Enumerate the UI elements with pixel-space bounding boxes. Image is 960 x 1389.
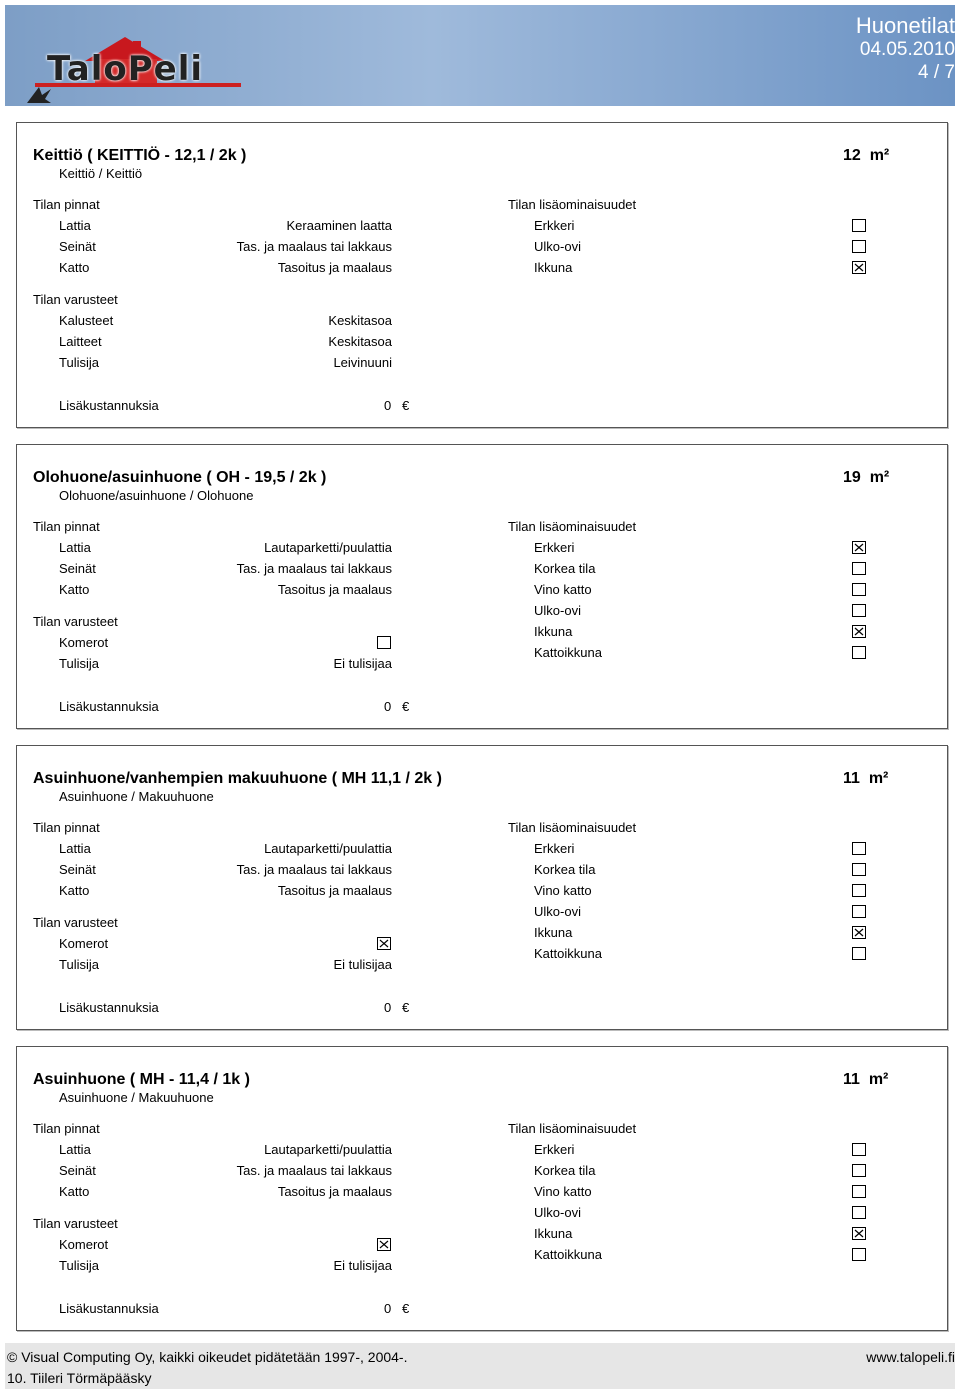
feature-label: Ikkuna xyxy=(534,624,573,639)
walls-label: Seinät xyxy=(59,561,96,576)
page-header xyxy=(5,5,955,106)
feature-label: Kattoikkuna xyxy=(534,946,602,961)
checked-mark-icon xyxy=(853,542,865,553)
feature-label: Ulko-ovi xyxy=(534,1205,581,1220)
fireplace-label: Tulisija xyxy=(59,957,99,972)
extra-costs-value: 0 xyxy=(384,1301,392,1316)
ceiling-label: Katto xyxy=(59,883,90,898)
room-area: 19 m² xyxy=(843,469,890,486)
ceiling-label: Katto xyxy=(59,582,90,597)
room-title: Asuinhuone/vanhempien makuuhuone ( MH 11,1 / 2k ) xyxy=(33,770,442,787)
fireplace-value: Ei tulisijaa xyxy=(333,656,392,671)
room-area: 11 m² xyxy=(843,1071,889,1088)
feature-label: Vino katto xyxy=(534,1184,592,1199)
closets-checkbox[interactable] xyxy=(377,937,391,950)
checked-mark-icon xyxy=(378,1239,390,1250)
fireplace-label: Tulisija xyxy=(59,355,99,370)
feature-checkbox[interactable] xyxy=(852,604,866,617)
fireplace-label: Tulisija xyxy=(59,1258,99,1273)
feature-label: Ikkuna xyxy=(534,1226,573,1241)
header-info xyxy=(856,13,955,85)
feature-label: Ulko-ovi xyxy=(534,603,581,618)
walls-value: Tas. ja maalaus tai lakkaus xyxy=(236,239,392,254)
floor-value: Lautaparketti/puulattia xyxy=(264,841,392,856)
fireplace-value: Ei tulisijaa xyxy=(333,957,392,972)
closets-label: Komerot xyxy=(59,1237,109,1252)
ceiling-label: Katto xyxy=(59,1184,90,1199)
floor-value: Lautaparketti/puulattia xyxy=(264,1142,392,1157)
walls-label: Seinät xyxy=(59,239,96,254)
feature-checkbox[interactable] xyxy=(852,1143,866,1156)
closets-checkbox[interactable] xyxy=(377,1238,391,1251)
room-area: 11 m² xyxy=(843,770,889,787)
room-subtitle: Keittiö / Keittiö xyxy=(59,166,143,181)
walls-value: Tas. ja maalaus tai lakkaus xyxy=(236,862,392,877)
walls-value: Tas. ja maalaus tai lakkaus xyxy=(236,561,392,576)
checked-mark-icon xyxy=(853,626,865,637)
floor-value: Lautaparketti/puulattia xyxy=(264,540,392,555)
website-link[interactable]: www.talopeli.fi xyxy=(866,1349,955,1365)
feature-label: Korkea tila xyxy=(534,862,596,877)
floor-value: Keraaminen laatta xyxy=(286,218,392,233)
checked-mark-icon xyxy=(378,938,390,949)
feature-checkbox[interactable] xyxy=(852,863,866,876)
extra-costs-label: Lisäkustannuksia xyxy=(59,398,159,413)
room-area: 12 m² xyxy=(843,147,890,164)
appliances-value: Keskitasoa xyxy=(328,334,392,349)
room-card xyxy=(16,745,948,1030)
feature-label: Kattoikkuna xyxy=(534,1247,602,1262)
checked-mark-icon xyxy=(853,1228,865,1239)
room-title: Keittiö ( KEITTIÖ - 12,1 / 2k ) xyxy=(33,147,247,164)
feature-checkbox[interactable] xyxy=(852,1164,866,1177)
report-title: Huonetilat xyxy=(855,13,955,38)
closets-checkbox[interactable] xyxy=(377,636,391,649)
room-subtitle: Asuinhuone / Makuuhuone xyxy=(59,1090,214,1105)
features-heading: Tilan lisäominaisuudet xyxy=(508,197,637,212)
feature-checkbox[interactable] xyxy=(852,1185,866,1198)
feature-label: Erkkeri xyxy=(534,1142,575,1157)
currency-symbol: € xyxy=(402,699,410,714)
fireplace-value: Ei tulisijaa xyxy=(333,1258,392,1273)
features-heading: Tilan lisäominaisuudet xyxy=(508,820,637,835)
ceiling-label: Katto xyxy=(59,260,90,275)
equipment-heading: Tilan varusteet xyxy=(33,1216,118,1231)
feature-label: Ulko-ovi xyxy=(534,904,581,919)
feature-checkbox[interactable] xyxy=(852,947,866,960)
feature-checkbox[interactable] xyxy=(852,926,866,939)
fireplace-label: Tulisija xyxy=(59,656,99,671)
feature-checkbox[interactable] xyxy=(852,646,866,659)
closets-label: Komerot xyxy=(59,936,109,951)
feature-checkbox[interactable] xyxy=(852,842,866,855)
feature-label: Korkea tila xyxy=(534,561,596,576)
room-title: Asuinhuone ( MH - 11,4 / 1k ) xyxy=(33,1071,250,1088)
page-footer xyxy=(5,1343,955,1389)
walls-value: Tas. ja maalaus tai lakkaus xyxy=(236,1163,392,1178)
currency-symbol: € xyxy=(402,1000,410,1015)
feature-label: Vino katto xyxy=(534,883,592,898)
feature-checkbox[interactable] xyxy=(852,219,866,232)
feature-label: Kattoikkuna xyxy=(534,645,602,660)
room-card xyxy=(16,1046,948,1331)
feature-checkbox[interactable] xyxy=(852,541,866,554)
floor-label: Lattia xyxy=(59,218,91,233)
feature-checkbox[interactable] xyxy=(852,1248,866,1261)
feature-label: Vino katto xyxy=(534,582,592,597)
checked-mark-icon xyxy=(853,262,865,273)
page-number: 4 / 7 xyxy=(918,62,955,83)
walls-label: Seinät xyxy=(59,1163,96,1178)
feature-checkbox[interactable] xyxy=(852,905,866,918)
feature-checkbox[interactable] xyxy=(852,1227,866,1240)
surfaces-heading: Tilan pinnat xyxy=(33,820,100,835)
equipment-heading: Tilan varusteet xyxy=(33,915,118,930)
closets-label: Komerot xyxy=(59,635,109,650)
furniture-value: Keskitasoa xyxy=(328,313,392,328)
room-title: Olohuone/asuinhuone ( OH - 19,5 / 2k ) xyxy=(33,469,327,486)
extra-costs-label: Lisäkustannuksia xyxy=(59,1301,159,1316)
features-heading: Tilan lisäominaisuudet xyxy=(508,1121,637,1136)
talopeli-logo xyxy=(25,33,255,108)
features-heading: Tilan lisäominaisuudet xyxy=(508,519,637,534)
extra-costs-value: 0 xyxy=(384,398,392,413)
room-subtitle: Olohuone/asuinhuone / Olohuone xyxy=(59,488,254,503)
room-card xyxy=(16,444,948,729)
floor-label: Lattia xyxy=(59,1142,91,1157)
extra-costs-value: 0 xyxy=(384,699,392,714)
surfaces-heading: Tilan pinnat xyxy=(33,1121,100,1136)
ceiling-value: Tasoitus ja maalaus xyxy=(277,883,392,898)
feature-checkbox[interactable] xyxy=(852,562,866,575)
feature-label: Erkkeri xyxy=(534,841,575,856)
floor-label: Lattia xyxy=(59,841,91,856)
surfaces-heading: Tilan pinnat xyxy=(33,197,100,212)
appliances-label: Laitteet xyxy=(59,334,102,349)
currency-symbol: € xyxy=(402,1301,410,1316)
equipment-heading: Tilan varusteet xyxy=(33,292,118,307)
project-name: 10. Tiileri Törmäpääsky xyxy=(7,1370,152,1386)
feature-checkbox[interactable] xyxy=(852,884,866,897)
currency-symbol: € xyxy=(402,398,410,413)
report-date: 04.05.2010 xyxy=(859,39,955,60)
surfaces-heading: Tilan pinnat xyxy=(33,519,100,534)
fireplace-value: Leivinuuni xyxy=(333,355,392,370)
feature-checkbox[interactable] xyxy=(852,583,866,596)
feature-checkbox[interactable] xyxy=(852,261,866,274)
feature-label: Ulko-ovi xyxy=(534,239,581,254)
extra-costs-label: Lisäkustannuksia xyxy=(59,1000,159,1015)
room-subtitle: Asuinhuone / Makuuhuone xyxy=(59,789,214,804)
feature-label: Korkea tila xyxy=(534,1163,596,1178)
ceiling-value: Tasoitus ja maalaus xyxy=(277,260,392,275)
walls-label: Seinät xyxy=(59,862,96,877)
copyright-text: © Visual Computing Oy, kaikki oikeudet pidätetään 1997-, 2004-. xyxy=(7,1349,408,1365)
checked-mark-icon xyxy=(853,927,865,938)
logo-text: TaloPeli xyxy=(47,49,204,89)
feature-label: Ikkuna xyxy=(534,260,573,275)
ceiling-value: Tasoitus ja maalaus xyxy=(277,1184,392,1199)
floor-label: Lattia xyxy=(59,540,91,555)
feature-checkbox[interactable] xyxy=(852,240,866,253)
furniture-label: Kalusteet xyxy=(59,313,114,328)
feature-label: Erkkeri xyxy=(534,218,575,233)
feature-label: Ikkuna xyxy=(534,925,573,940)
room-card xyxy=(16,122,948,428)
feature-checkbox[interactable] xyxy=(852,625,866,638)
feature-checkbox[interactable] xyxy=(852,1206,866,1219)
equipment-heading: Tilan varusteet xyxy=(33,614,118,629)
ceiling-value: Tasoitus ja maalaus xyxy=(277,582,392,597)
feature-label: Erkkeri xyxy=(534,540,575,555)
extra-costs-value: 0 xyxy=(384,1000,392,1015)
extra-costs-label: Lisäkustannuksia xyxy=(59,699,159,714)
